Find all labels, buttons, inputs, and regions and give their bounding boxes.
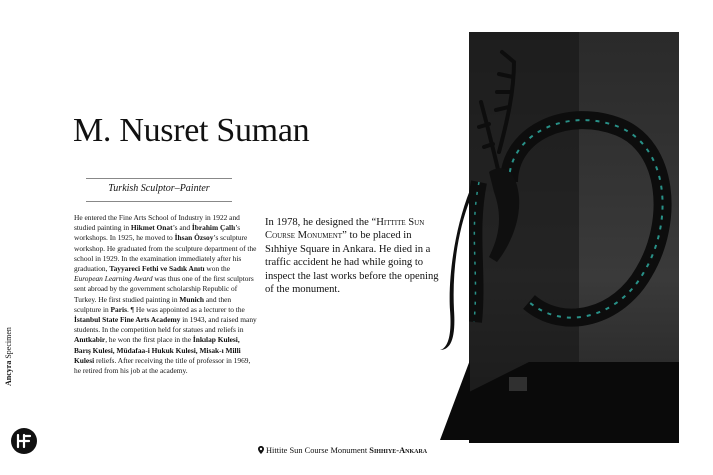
bio-name: Paris — [110, 304, 127, 314]
hf-logo-icon — [11, 428, 37, 454]
pull-text: In 1978, he designed the “ — [265, 217, 377, 228]
subtitle-rule — [86, 178, 232, 202]
bio-text: ’s sculpture workshop. He graduated from the sculpture department of the school in 1929. In the examination immediately after his graduation, — [74, 233, 257, 274]
subtitle: Turkish Sculptor–Painter — [108, 183, 210, 194]
bio-text: reliefs. After receiving the title of professor in 1969, he retired from his job at the academy. — [74, 355, 251, 376]
monument-illustration — [469, 32, 679, 443]
bio-name: İbrahim Çallı — [191, 223, 236, 233]
bio-name: Anıtkabir — [74, 335, 106, 345]
bio-text: . ¶ He was appointed as a lecturer to the — [126, 304, 245, 314]
brand-name: Ancyra — [4, 360, 13, 386]
bio-text: ’s workshops. In 1925, he moved to — [74, 223, 241, 243]
bio-name: Tayyareci Fethi ve Sadık Anıtı — [109, 264, 205, 274]
bio-text: won the — [204, 264, 231, 274]
hf-logo-glyph — [11, 428, 37, 454]
brand-mark — [4, 327, 13, 386]
brand-label: Specimen — [4, 327, 13, 359]
bio-name: İnkılap Kulesi, Barış Kulesi, Müdafaa-i Hukuk Kulesi, Misak-ı Milli Kulesi — [74, 335, 241, 365]
bio-text: He entered the Fine Arts School of Industry in 1922 and studied painting in — [74, 213, 240, 233]
pull-smallcaps: Hittite Sun Course Monument — [265, 217, 425, 242]
bio-name: Munich — [179, 294, 205, 304]
bio-text: and then sculpture in — [74, 294, 232, 314]
page-title: M. Nusret Suman — [73, 112, 310, 149]
caption-place: Sıhhiye-Ankara — [369, 446, 428, 455]
bio-italic: European Learning Award — [74, 274, 153, 284]
bio-name: Hikmet Onat — [130, 223, 173, 233]
bio-text: , he won the first place in the — [105, 335, 193, 345]
pull-text: ” to be placed in Sıhhiye Square in Ankara. He died in a traffic accident he had while going to inspect the last works before the opening of the monument. — [265, 230, 439, 296]
bio-text: ’s and — [172, 223, 192, 233]
bio-name: İhsan Özsoy — [174, 233, 214, 243]
monument-photo — [469, 32, 679, 443]
map-pin-icon — [258, 446, 264, 454]
bio-name: İstanbul State Fine Arts Academy — [74, 315, 181, 325]
caption-text: Hittite Sun Course Monument — [266, 446, 370, 455]
bio-text: was thus one of the first sculptors sent abroad by the government scholarship Republic of Turkey. He first studied painting in — [74, 274, 254, 304]
pull-quote — [265, 216, 441, 296]
photo-caption — [258, 446, 427, 455]
monument-arm-illustration — [440, 190, 470, 440]
bio-text: in 1943, and raised many students. In the competition held for statues and reliefs in — [74, 315, 257, 335]
biography-text — [74, 213, 257, 376]
